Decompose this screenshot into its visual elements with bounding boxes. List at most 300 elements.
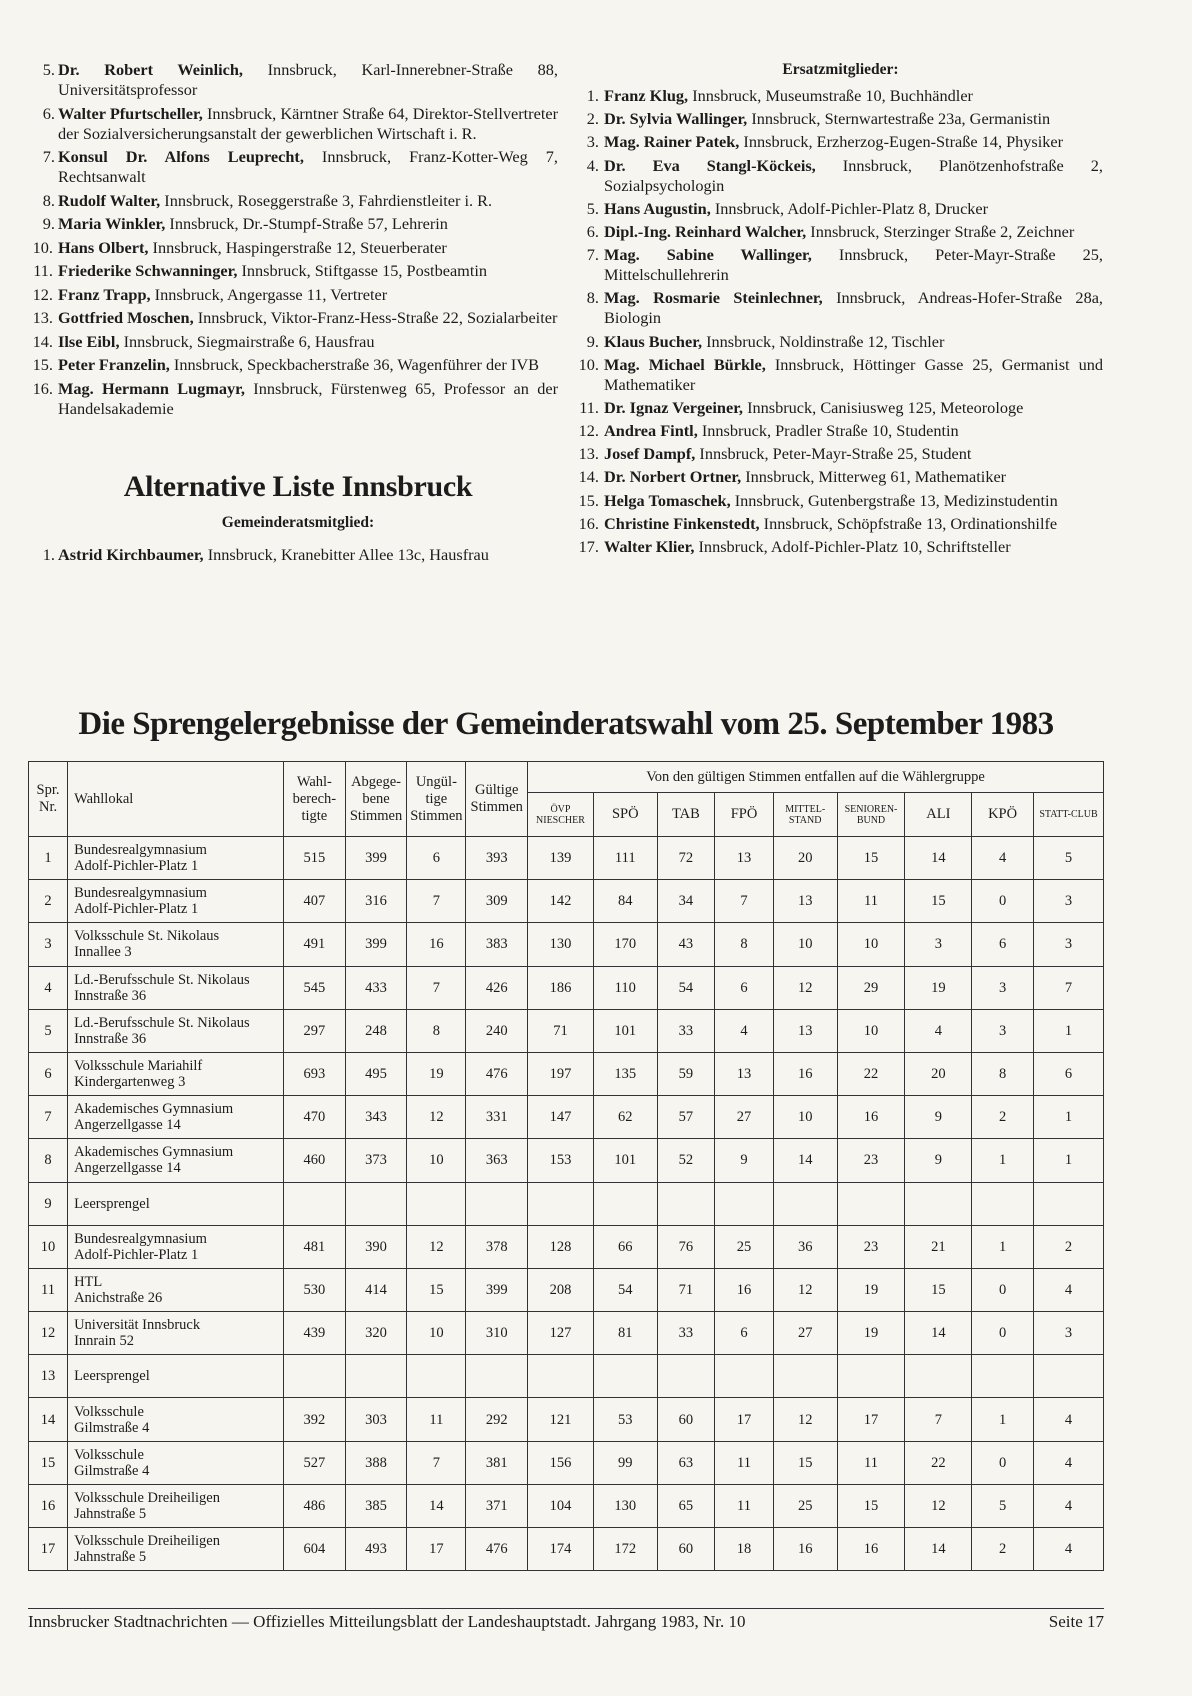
cell-value: 16 <box>773 1528 837 1571</box>
cell-value: 19 <box>407 1052 466 1095</box>
cell-value: 4 <box>1033 1528 1103 1571</box>
cell-value: 111 <box>593 837 657 880</box>
cell-value: 4 <box>1033 1484 1103 1527</box>
cell-value: 10 <box>837 923 905 966</box>
list-item: 4. Dr. Eva Stangl-Köckeis, Innsbruck, Planötzenhofstraße 2, Sozialpsychologin <box>586 155 1103 195</box>
cell-spr-nr: 10 <box>29 1225 68 1268</box>
cell-wahllokal <box>68 1398 284 1441</box>
cell-value <box>345 1182 407 1225</box>
cell-spr-nr: 12 <box>29 1312 68 1355</box>
cell-value: 18 <box>715 1528 774 1571</box>
table-row <box>29 880 1104 923</box>
header-wahlberechtigte: Wahl- berech- tigte <box>284 762 346 837</box>
wahllokal-line: Leersprengel <box>74 1368 150 1385</box>
cell-spr-nr: 13 <box>29 1355 68 1398</box>
cell-value: 14 <box>905 1528 972 1571</box>
cell-value: 460 <box>284 1139 346 1182</box>
header-gueltige: Gültige Stimmen <box>466 762 528 837</box>
cell-value: 127 <box>528 1312 594 1355</box>
list-item: 11. Friederike Schwanninger, Innsbruck, Stiftgasse 15, Postbeamtin <box>33 261 488 280</box>
wahllokal-line: Jahnstraße 5 <box>74 1505 147 1522</box>
cell-value: 8 <box>972 1052 1034 1095</box>
table-row <box>29 1484 1104 1527</box>
cell-value: 371 <box>466 1484 528 1527</box>
cell-value <box>972 1355 1034 1398</box>
cell-value: 13 <box>773 1009 837 1052</box>
cell-value: 12 <box>905 1484 972 1527</box>
cell-value: 16 <box>715 1268 774 1311</box>
list-item: 9. Klaus Bucher, Innsbruck, Noldinstraße 12, Tischler <box>586 331 945 351</box>
cell-value: 4 <box>715 1009 774 1052</box>
cell-value: 17 <box>715 1398 774 1441</box>
cell-value: 15 <box>837 1484 905 1527</box>
cell-value: 43 <box>657 923 715 966</box>
wahllokal-line: HTL <box>74 1273 103 1290</box>
wahllokal-line: Volksschule Dreiheiligen <box>74 1533 220 1550</box>
wahllokal-line: Volksschule St. Nikolaus <box>74 928 220 945</box>
cell-value <box>837 1355 905 1398</box>
cell-spr-nr: 17 <box>29 1528 68 1571</box>
table-row <box>29 966 1104 1009</box>
cell-spr-nr: 4 <box>29 966 68 1009</box>
cell-value: 1 <box>972 1139 1034 1182</box>
cell-value: 14 <box>905 837 972 880</box>
list-item: 16. Mag. Hermann Lugmayr, Innsbruck, Fürstenweg 65, Professor an der Handelsakademie <box>32 378 559 418</box>
cell-value: 248 <box>345 1009 407 1052</box>
page-footer <box>28 1612 1104 1632</box>
cell-value: 11 <box>715 1441 774 1484</box>
cell-value: 343 <box>345 1096 407 1139</box>
cell-value: 16 <box>407 923 466 966</box>
right-column <box>578 60 1103 560</box>
cell-value: 19 <box>837 1312 905 1355</box>
cell-value: 128 <box>528 1225 594 1268</box>
cell-value: 19 <box>837 1268 905 1311</box>
cell-value: 8 <box>407 1009 466 1052</box>
list-item: 16. Christine Finkenstedt, Innsbruck, Schöpfstraße 13, Ordinationshilfe <box>578 513 1058 533</box>
cell-value: 54 <box>593 1268 657 1311</box>
cell-value: 476 <box>466 1528 528 1571</box>
cell-wahllokal <box>68 1441 284 1484</box>
cell-value: 29 <box>837 966 905 1009</box>
cell-value: 22 <box>837 1052 905 1095</box>
cell-value: 1 <box>972 1225 1034 1268</box>
list-item: 5. Hans Augustin, Innsbruck, Adolf-Pichler-Platz 8, Drucker <box>586 198 989 218</box>
wahllokal-line: Angerzellgasse 14 <box>74 1117 181 1134</box>
cell-value: 527 <box>284 1441 346 1484</box>
cell-wahllokal <box>68 1225 284 1268</box>
cell-value: 17 <box>837 1398 905 1441</box>
header-wahllokal: Wahllokal <box>68 762 284 837</box>
cell-value: 433 <box>345 966 407 1009</box>
cell-value: 4 <box>905 1009 972 1052</box>
cell-value <box>528 1182 594 1225</box>
cell-value: 54 <box>657 966 715 1009</box>
list-item: 2. Dr. Sylvia Wallinger, Innsbruck, Sternwartestraße 23a, Germanistin <box>586 109 1051 129</box>
cell-value <box>284 1182 346 1225</box>
list-item: 1. Astrid Kirchbaumer, Innsbruck, Kranebitter Allee 13c, Hausfrau <box>42 544 489 564</box>
cell-spr-nr: 2 <box>29 880 68 923</box>
cell-value: 10 <box>773 923 837 966</box>
table-row <box>29 1009 1104 1052</box>
wahllokal-line: Volksschule Mariahilf <box>74 1058 203 1075</box>
cell-value <box>837 1182 905 1225</box>
cell-value: 1 <box>1033 1139 1103 1182</box>
cell-value: 6 <box>715 966 774 1009</box>
wahllokal-line: Jahnstraße 5 <box>74 1549 147 1566</box>
cell-value: 197 <box>528 1052 594 1095</box>
wahllokal-line: Akademisches Gymnasium <box>74 1101 234 1118</box>
wahllokal-line: Bundesrealgymnasium <box>74 1230 207 1247</box>
cell-value: 10 <box>837 1009 905 1052</box>
cell-value: 23 <box>837 1225 905 1268</box>
list-item: 14. Dr. Norbert Ortner, Innsbruck, Mitterweg 61, Mathematiker <box>578 467 1007 487</box>
cell-spr-nr: 8 <box>29 1139 68 1182</box>
header-party-oevp: ÖVP NIESCHER <box>528 793 594 837</box>
cell-wahllokal <box>68 837 284 880</box>
cell-value <box>284 1355 346 1398</box>
wahllokal-line: Universität Innsbruck <box>74 1317 201 1334</box>
footer-rule <box>28 1608 1104 1609</box>
cell-value: 156 <box>528 1441 594 1484</box>
header-party-mittelstand: MITTEL-STAND <box>773 793 837 837</box>
cell-value: 373 <box>345 1139 407 1182</box>
table-row <box>29 1182 1104 1225</box>
cell-value: 2 <box>972 1528 1034 1571</box>
cell-value <box>528 1355 594 1398</box>
cell-wahllokal <box>68 1096 284 1139</box>
cell-value: 208 <box>528 1268 594 1311</box>
wahllokal-line: Volksschule Dreiheiligen <box>74 1489 220 1506</box>
cell-wahllokal <box>68 966 284 1009</box>
cell-value: 20 <box>905 1052 972 1095</box>
cell-value: 383 <box>466 923 528 966</box>
wahllokal-line: Angerzellgasse 14 <box>74 1160 181 1177</box>
cell-value: 72 <box>657 837 715 880</box>
cell-value <box>466 1355 528 1398</box>
results-table <box>28 761 1104 1571</box>
footer-publication: Innsbrucker Stadtnachrichten — Offizielles Mitteilungsblatt der Landeshauptstadt. Jahrgang 1983, Nr. 10 <box>28 1612 746 1631</box>
alt-list-members <box>38 545 558 565</box>
cell-value: 0 <box>972 1268 1034 1311</box>
header-party-kpoe: KPÖ <box>972 793 1034 837</box>
table-row <box>29 1528 1104 1571</box>
cell-value: 139 <box>528 837 594 880</box>
cell-value: 20 <box>773 837 837 880</box>
cell-value: 25 <box>715 1225 774 1268</box>
cell-spr-nr: 15 <box>29 1441 68 1484</box>
cell-value: 81 <box>593 1312 657 1355</box>
cell-value: 36 <box>773 1225 837 1268</box>
cell-value <box>905 1182 972 1225</box>
header-party-tab: TAB <box>657 793 715 837</box>
cell-value: 3 <box>1033 1312 1103 1355</box>
cell-value: 604 <box>284 1528 346 1571</box>
list-item: 15. Peter Franzelin, Innsbruck, Speckbacherstraße 36, Wagenführer der IVB <box>32 355 539 374</box>
list-item: 12. Andrea Fintl, Innsbruck, Pradler Straße 10, Studentin <box>578 421 959 441</box>
table-row <box>29 837 1104 880</box>
list-item: 5. Dr. Robert Weinlich, Innsbruck, Karl-Innerebner-Straße 88, Universitätsprofessor <box>42 60 558 99</box>
cell-value: 3 <box>972 1009 1034 1052</box>
cell-value: 476 <box>466 1052 528 1095</box>
cell-spr-nr: 6 <box>29 1052 68 1095</box>
cell-value: 381 <box>466 1441 528 1484</box>
cell-value: 71 <box>528 1009 594 1052</box>
cell-value: 104 <box>528 1484 594 1527</box>
cell-value: 309 <box>466 880 528 923</box>
cell-value: 297 <box>284 1009 346 1052</box>
cell-value: 407 <box>284 880 346 923</box>
wahllokal-line: Leersprengel <box>74 1195 150 1212</box>
cell-value: 19 <box>905 966 972 1009</box>
cell-value <box>407 1182 466 1225</box>
cell-value: 1 <box>1033 1009 1103 1052</box>
cell-value: 60 <box>657 1528 715 1571</box>
cell-value: 486 <box>284 1484 346 1527</box>
cell-wahllokal <box>68 1139 284 1182</box>
cell-value: 11 <box>407 1398 466 1441</box>
table-row <box>29 1139 1104 1182</box>
cell-value: 0 <box>972 880 1034 923</box>
table-row <box>29 923 1104 966</box>
cell-value: 23 <box>837 1139 905 1182</box>
cell-value: 12 <box>407 1096 466 1139</box>
cell-value: 493 <box>345 1528 407 1571</box>
cell-wahllokal <box>68 880 284 923</box>
cell-value: 12 <box>773 966 837 1009</box>
cell-value: 4 <box>1033 1268 1103 1311</box>
left-column <box>32 60 559 568</box>
list-item: 9. Maria Winkler, Innsbruck, Dr.-Stumpf-Straße 57, Lehrerin <box>42 214 448 233</box>
wahllokal-line: Volksschule <box>74 1403 144 1420</box>
cell-value: 393 <box>466 837 528 880</box>
cell-value <box>715 1355 774 1398</box>
cell-value: 6 <box>1033 1052 1103 1095</box>
cell-value: 16 <box>773 1052 837 1095</box>
cell-value: 7 <box>905 1398 972 1441</box>
cell-value: 15 <box>905 1268 972 1311</box>
cell-value: 142 <box>528 880 594 923</box>
table-row <box>29 1441 1104 1484</box>
wahllokal-line: Innrain 52 <box>74 1333 135 1350</box>
cell-value: 12 <box>773 1268 837 1311</box>
cell-value: 60 <box>657 1398 715 1441</box>
cell-wahllokal <box>68 1528 284 1571</box>
cell-value: 84 <box>593 880 657 923</box>
table-row <box>29 1268 1104 1311</box>
cell-spr-nr: 14 <box>29 1398 68 1441</box>
list-item: 13. Gottfried Moschen, Innsbruck, Viktor-Franz-Hess-Straße 22, Sozialarbeiter <box>32 308 558 327</box>
cell-value: 310 <box>466 1312 528 1355</box>
table-row <box>29 1096 1104 1139</box>
cell-value: 495 <box>345 1052 407 1095</box>
wahllokal-line: Volksschule <box>74 1446 144 1463</box>
cell-value: 7 <box>715 880 774 923</box>
cell-value <box>657 1182 715 1225</box>
header-party-group: Von den gültigen Stimmen entfallen auf die Wählergruppe <box>528 762 1104 793</box>
cell-value <box>1033 1182 1103 1225</box>
cell-value: 14 <box>905 1312 972 1355</box>
list-item: 11. Dr. Ignaz Vergeiner, Innsbruck, Canisiusweg 125, Meteorologe <box>579 397 1024 417</box>
wahllokal-line: Innstraße 36 <box>74 1030 147 1047</box>
list-item: 7. Konsul Dr. Alfons Leuprecht, Innsbruck, Franz-Kotter-Weg 7, Rechtsanwalt <box>42 147 558 186</box>
list-item: 6. Walter Pfurtscheller, Innsbruck, Kärntner Straße 64, Direktor-Stellvertreter der Sozialversicherungsanstalt der gewerblichen Wirtschaft i. R. <box>42 103 558 143</box>
cell-value: 12 <box>773 1398 837 1441</box>
list-item: 3. Mag. Rainer Patek, Innsbruck, Erzherzog-Eugen-Straße 14, Physiker <box>586 132 1064 152</box>
cell-value: 9 <box>715 1139 774 1182</box>
cell-wahllokal <box>68 1355 284 1398</box>
list-item: 8. Mag. Rosmarie Steinlechner, Innsbruck, Andreas-Hofer-Straße 28a, Biologin <box>586 288 1104 328</box>
cell-value: 33 <box>657 1009 715 1052</box>
wahllokal-line: Gilmstraße 4 <box>74 1419 150 1436</box>
cell-value: 101 <box>593 1139 657 1182</box>
cell-value: 186 <box>528 966 594 1009</box>
wahllokal-line: Ld.-Berufsschule St. Nikolaus <box>74 971 250 988</box>
cell-value: 99 <box>593 1441 657 1484</box>
cell-value: 6 <box>972 923 1034 966</box>
cell-value: 3 <box>905 923 972 966</box>
wahllokal-line: Ld.-Berufsschule St. Nikolaus <box>74 1014 250 1031</box>
cell-value: 4 <box>972 837 1034 880</box>
header-party-spoe: SPÖ <box>593 793 657 837</box>
cell-value: 303 <box>345 1398 407 1441</box>
cell-wahllokal <box>68 1052 284 1095</box>
cell-value: 392 <box>284 1398 346 1441</box>
cell-value: 147 <box>528 1096 594 1139</box>
header-abgegebene: Abgege- bene Stimmen <box>345 762 407 837</box>
cell-value: 16 <box>837 1096 905 1139</box>
cell-value: 52 <box>657 1139 715 1182</box>
cell-value <box>715 1182 774 1225</box>
member-list-left <box>32 60 559 419</box>
header-party-ali: ALI <box>905 793 972 837</box>
table-title: Die Sprengelergebnisse der Gemeinderatswahl vom 25. September 1983 <box>78 706 1054 742</box>
cell-value: 439 <box>284 1312 346 1355</box>
cell-value: 66 <box>593 1225 657 1268</box>
cell-wahllokal <box>68 1182 284 1225</box>
cell-value: 121 <box>528 1398 594 1441</box>
cell-value: 57 <box>657 1096 715 1139</box>
alt-list-subheading: Gemeinderatsmitglied: <box>221 513 375 531</box>
cell-value: 10 <box>773 1096 837 1139</box>
cell-value <box>1033 1355 1103 1398</box>
cell-value: 545 <box>284 966 346 1009</box>
cell-value: 2 <box>972 1096 1034 1139</box>
list-item: 1. Franz Klug, Innsbruck, Museumstraße 10, Buchhändler <box>586 86 973 105</box>
list-item: 10. Mag. Michael Bürkle, Innsbruck, Höttinger Gasse 25, Germanist und Mathematiker <box>578 354 1104 394</box>
cell-value: 4 <box>1033 1398 1103 1441</box>
cell-value: 426 <box>466 966 528 1009</box>
wahllokal-line: Anichstraße 26 <box>74 1289 163 1306</box>
cell-value: 13 <box>715 1052 774 1095</box>
cell-value: 65 <box>657 1484 715 1527</box>
cell-value <box>466 1182 528 1225</box>
cell-value: 11 <box>837 1441 905 1484</box>
cell-value: 25 <box>773 1484 837 1527</box>
cell-value: 0 <box>972 1441 1034 1484</box>
list-item: 8. Rudolf Walter, Innsbruck, Roseggerstraße 3, Fahrdienstleiter i. R. <box>42 190 493 210</box>
cell-value: 10 <box>407 1139 466 1182</box>
cell-value: 316 <box>345 880 407 923</box>
header-spr-nr: Spr. Nr. <box>29 762 68 837</box>
cell-value <box>773 1182 837 1225</box>
list-item: 17. Walter Klier, Innsbruck, Adolf-Pichler-Platz 10, Schriftsteller <box>578 537 1011 556</box>
cell-value: 399 <box>345 923 407 966</box>
cell-value: 2 <box>1033 1225 1103 1268</box>
cell-spr-nr: 16 <box>29 1484 68 1527</box>
cell-value: 0 <box>972 1312 1034 1355</box>
cell-value: 481 <box>284 1225 346 1268</box>
cell-spr-nr: 3 <box>29 923 68 966</box>
wahllokal-line: Bundesrealgymnasium <box>74 842 207 859</box>
cell-value: 693 <box>284 1052 346 1095</box>
cell-value: 110 <box>593 966 657 1009</box>
cell-value: 491 <box>284 923 346 966</box>
footer-page-number: Seite 17 <box>1048 1612 1104 1631</box>
alt-list-title: Alternative Liste Innsbruck <box>123 469 473 503</box>
cell-wahllokal <box>68 1484 284 1527</box>
table-header <box>29 762 1104 837</box>
cell-value: 9 <box>905 1096 972 1139</box>
cell-value: 130 <box>528 923 594 966</box>
cell-value: 5 <box>972 1484 1034 1527</box>
cell-value <box>905 1355 972 1398</box>
cell-value: 16 <box>837 1528 905 1571</box>
header-ungueltige: Ungül- tige Stimmen <box>407 762 466 837</box>
list-item: 13. Josef Dampf, Innsbruck, Peter-Mayr-Straße 25, Student <box>578 444 972 464</box>
cell-value: 8 <box>715 923 774 966</box>
ersatz-list <box>578 86 1103 557</box>
cell-value: 33 <box>657 1312 715 1355</box>
cell-value <box>972 1182 1034 1225</box>
table-row <box>29 1225 1104 1268</box>
cell-value: 101 <box>593 1009 657 1052</box>
cell-value: 530 <box>284 1268 346 1311</box>
cell-value: 7 <box>407 966 466 1009</box>
cell-value: 3 <box>1033 880 1103 923</box>
cell-value: 378 <box>466 1225 528 1268</box>
cell-value: 388 <box>345 1441 407 1484</box>
list-item: 15. Helga Tomaschek, Innsbruck, Gutenbergstraße 13, Medizinstudentin <box>578 490 1058 510</box>
cell-value <box>773 1355 837 1398</box>
cell-value: 27 <box>715 1096 774 1139</box>
table-row <box>29 1052 1104 1095</box>
cell-value: 34 <box>657 880 715 923</box>
cell-value: 1 <box>1033 1096 1103 1139</box>
ersatz-heading: Ersatzmitglieder: <box>782 61 899 78</box>
cell-value: 174 <box>528 1528 594 1571</box>
wahllokal-line: Bundesrealgymnasium <box>74 885 207 902</box>
cell-value: 62 <box>593 1096 657 1139</box>
header-party-seniorenbund: SENIOREN-BUND <box>837 793 905 837</box>
cell-value: 21 <box>905 1225 972 1268</box>
cell-value: 240 <box>466 1009 528 1052</box>
cell-value: 12 <box>407 1225 466 1268</box>
cell-value: 53 <box>593 1398 657 1441</box>
wahllokal-line: Gilmstraße 4 <box>74 1462 150 1479</box>
list-item: 10. Hans Olbert, Innsbruck, Haspingerstraße 12, Steuerberater <box>32 237 447 257</box>
cell-value: 292 <box>466 1398 528 1441</box>
cell-value: 135 <box>593 1052 657 1095</box>
cell-value: 153 <box>528 1139 594 1182</box>
wahllokal-line: Adolf-Pichler-Platz 1 <box>74 901 199 918</box>
cell-value: 71 <box>657 1268 715 1311</box>
cell-value: 515 <box>284 837 346 880</box>
cell-value: 11 <box>715 1484 774 1527</box>
cell-spr-nr: 9 <box>29 1182 68 1225</box>
list-item: 14. Ilse Eibl, Innsbruck, Siegmairstraße 6, Hausfrau <box>32 331 375 351</box>
cell-value: 10 <box>407 1312 466 1355</box>
